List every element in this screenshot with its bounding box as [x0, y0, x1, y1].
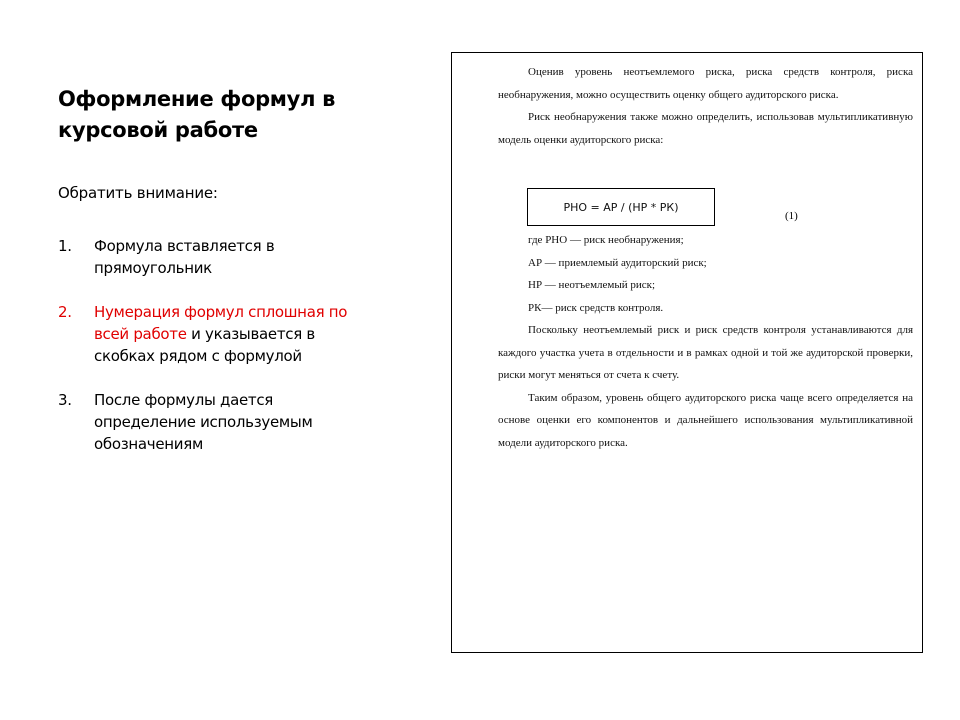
definition: НР — неотъемлемый риск; — [528, 279, 656, 291]
document-page-example — [451, 52, 923, 653]
paragraph: Риск необнаружения также можно определить, использовав мультипликативную модель оценки аудиторского риска: — [498, 111, 913, 146]
paragraph: Поскольку неотъемлемый риск и риск средств контроля устанавливаются для каждого участка учета в отдельности и в рамках одной и той же аудиторской проверки, риски могут меняться от счета к счету. — [498, 324, 913, 381]
list-text: Формула вставляется в прямоугольник — [94, 237, 275, 277]
formula-box: РНО = АР / (НР * РК) — [527, 188, 715, 226]
list-number: 1. — [58, 237, 72, 255]
paragraph: Таким образом, уровень общего аудиторского риска чаще всего определяется на основе оценки его компонентов и дальнейшего использования мультипликативной модели аудиторского риска. — [498, 391, 913, 449]
list-number: 3. — [58, 391, 72, 409]
paragraph: Оценив уровень неотъемлемого риска, риска средств контроля, риска необнаружения, можно осуществить оценку общего аудиторского риска. — [498, 66, 913, 101]
definition: где РНО — риск необнаружения; — [528, 234, 684, 246]
list-number: 2. — [58, 303, 72, 321]
list-item — [58, 235, 378, 279]
list-item — [58, 301, 378, 367]
list-text: После формулы дается определение используемым обозначениям — [94, 391, 313, 453]
formula-number: (1) — [785, 210, 798, 222]
list-text — [94, 301, 378, 367]
definition: РК— риск средств контроля. — [528, 301, 664, 314]
highlighted-text: Нумерация формул сплошная по всей работе — [94, 303, 348, 343]
list-text-rest: и указывается в скобках рядом с формулой — [94, 325, 315, 365]
document-text-bottom — [498, 229, 913, 454]
attention-note: Обратить внимание: — [58, 184, 218, 202]
rules-list — [58, 235, 378, 455]
slide-title: Оформление формул в курсовой работе — [58, 87, 336, 142]
document-text-top — [498, 61, 913, 151]
list-item — [58, 389, 378, 455]
definition: АР — приемлемый аудиторский риск; — [528, 256, 707, 269]
